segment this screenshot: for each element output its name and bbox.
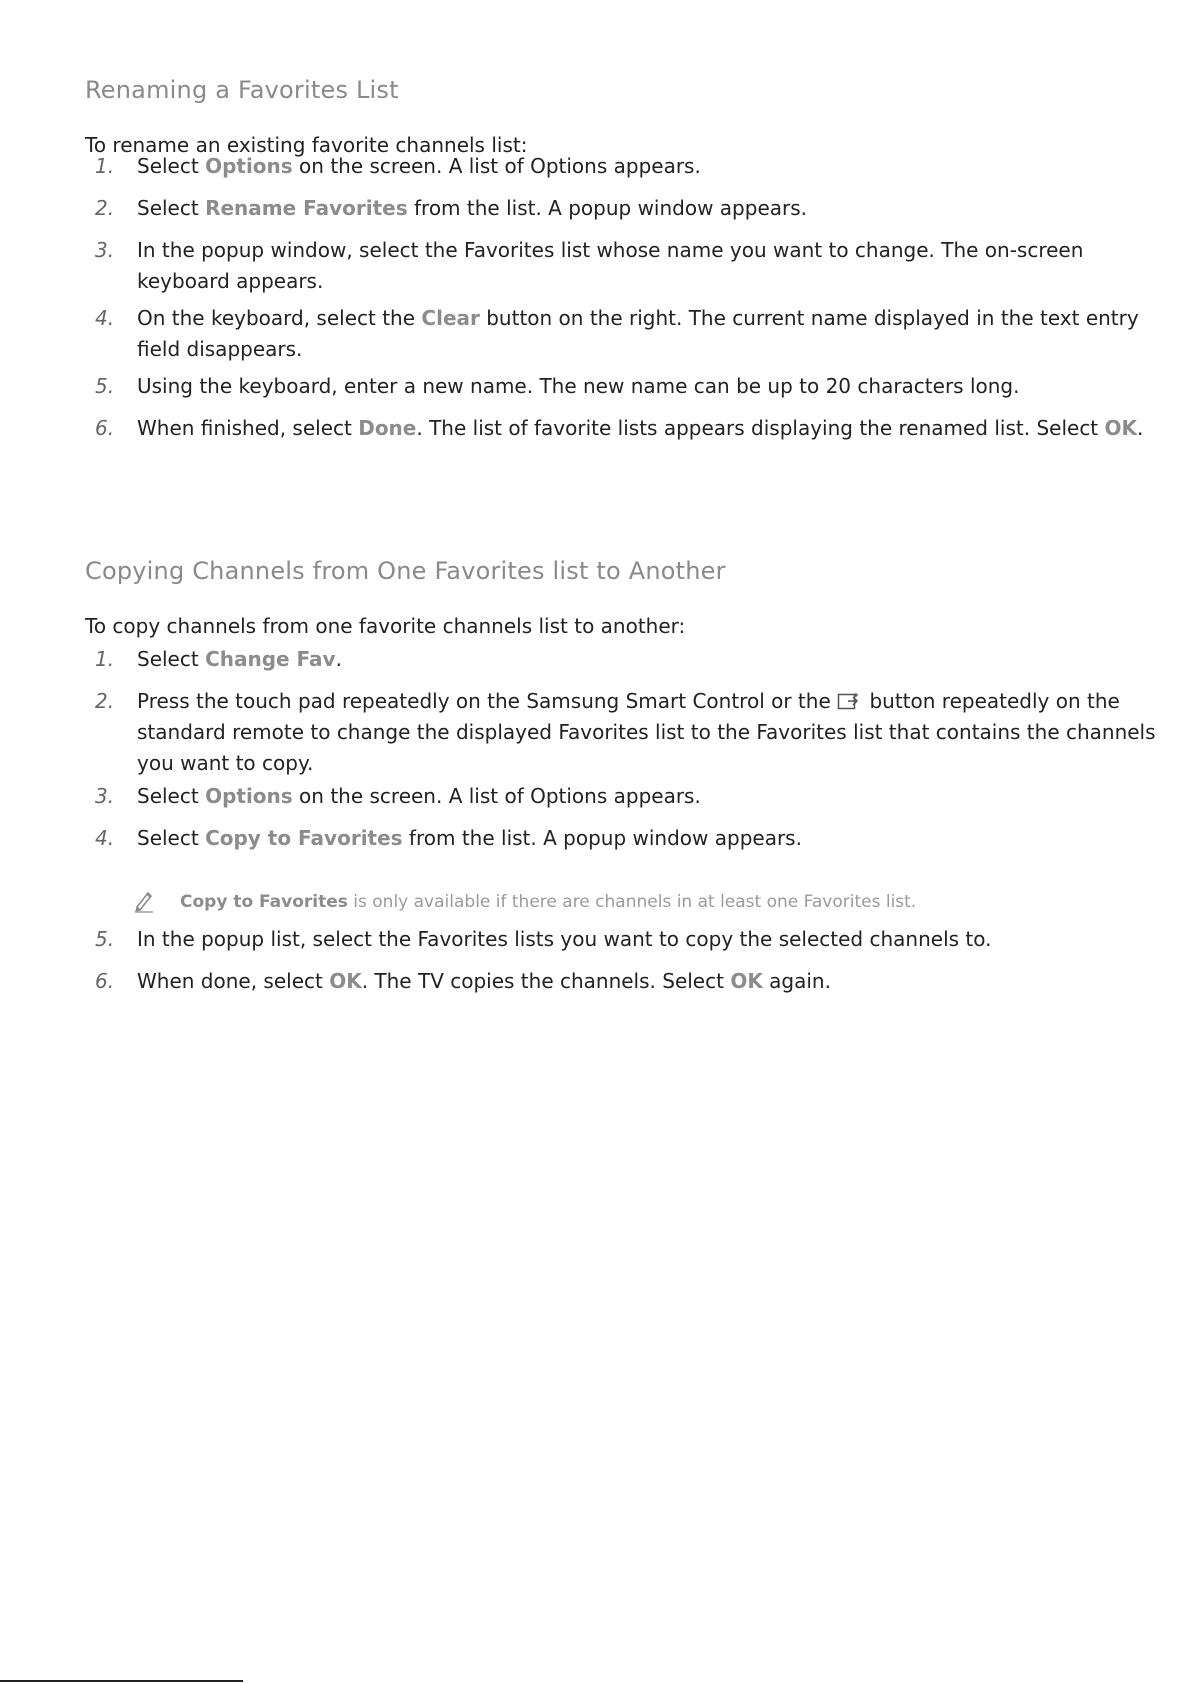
step-number: 1.: [95, 154, 115, 178]
step-item: [85, 235, 1147, 297]
step-number: 1.: [95, 647, 115, 671]
ui-term-options: Options: [205, 154, 293, 178]
step-item: [85, 151, 1157, 182]
section-title-renaming: Renaming a Favorites List: [85, 76, 399, 104]
step-number: 5.: [95, 374, 115, 398]
ui-term-ok: OK: [730, 969, 763, 993]
note-text: is only available if there are channels in at least one Favorites list.: [347, 892, 917, 912]
step-text: When done, select: [137, 969, 330, 993]
step-text: on the screen. A list of Options appears.: [292, 784, 701, 808]
step-text: button on the right. The current name displayed in the text entry field disappears.: [137, 306, 1139, 361]
step-number: 4.: [95, 826, 115, 850]
step-number: 5.: [95, 927, 115, 951]
step-number: 4.: [95, 306, 115, 330]
step-text: Using the keyboard, enter a new name. The new name can be up to 20 characters long.: [137, 374, 1020, 398]
step-item: [85, 644, 1157, 675]
step-number: 2.: [95, 196, 115, 220]
ui-term-copy-to-favorites: Copy to Favorites: [180, 892, 348, 912]
ui-term-copy-to-favorites: Copy to Favorites: [205, 826, 403, 850]
step-item: [85, 371, 1157, 402]
pencil-icon: [133, 889, 155, 913]
step-number: 6.: [95, 416, 115, 440]
step-item: [85, 781, 1157, 812]
step-text: Select: [137, 784, 206, 808]
ui-term-ok: OK: [1104, 416, 1138, 440]
step-number: 3.: [95, 238, 115, 262]
ui-term-options: Options: [205, 784, 293, 808]
step-item: [85, 823, 1157, 854]
section-title-copying: Copying Channels from One Favorites list to Another: [85, 557, 726, 585]
step-text: Select: [137, 826, 206, 850]
ui-term-rename-favorites: Rename Favorites: [205, 196, 408, 220]
ui-term-ok: OK: [329, 969, 362, 993]
step-text: on the screen. A list of Options appears.: [292, 154, 701, 178]
step-number: 6.: [95, 969, 115, 993]
step-text: In the popup list, select the Favorites lists you want to copy the selected channels to.: [137, 927, 992, 951]
step-number: 2.: [95, 689, 115, 713]
step-item: [85, 966, 1157, 997]
note-item: [85, 889, 1180, 915]
step-text: Select: [137, 154, 206, 178]
footer-divider: [0, 1680, 243, 1682]
step-text: .: [335, 647, 342, 671]
step-item: [85, 686, 1157, 779]
step-text: On the keyboard, select the: [137, 306, 422, 330]
step-text: Select: [137, 647, 206, 671]
step-number: 3.: [95, 784, 115, 808]
step-text: In the popup window, select the Favorites list whose name you want to change. The on-screen keyboard appears.: [137, 238, 1084, 293]
step-text: again.: [762, 969, 831, 993]
step-item: [85, 193, 1157, 224]
step-text: . The TV copies the channels. Select: [361, 969, 731, 993]
step-item: [85, 924, 1157, 955]
step-text: .: [1137, 416, 1144, 440]
section-intro-renaming: To rename an existing favorite channels list:: [85, 133, 528, 157]
section-intro-copying: To copy channels from one favorite channels list to another:: [85, 614, 686, 638]
fav-channel-button-icon: [837, 689, 863, 709]
step-text: from the list. A popup window appears.: [407, 196, 808, 220]
step-text: . The list of favorite lists appears displaying the renamed list. Select: [416, 416, 1105, 440]
ui-term-change-fav: Change Fav: [205, 647, 336, 671]
step-text: Select: [137, 196, 206, 220]
step-item: [85, 413, 1147, 444]
ui-term-done: Done: [358, 416, 417, 440]
step-text: from the list. A popup window appears.: [402, 826, 802, 850]
ui-term-clear: Clear: [421, 306, 480, 330]
step-item: [85, 303, 1147, 365]
step-text: When finished, select: [137, 416, 359, 440]
step-text: Press the touch pad repeatedly on the Samsung Smart Control or the: [137, 689, 838, 713]
step-text: button repeatedly on the standard remote to change the displayed Favorites list to the Favorites list that contains the channels you want to copy.: [137, 689, 1156, 775]
